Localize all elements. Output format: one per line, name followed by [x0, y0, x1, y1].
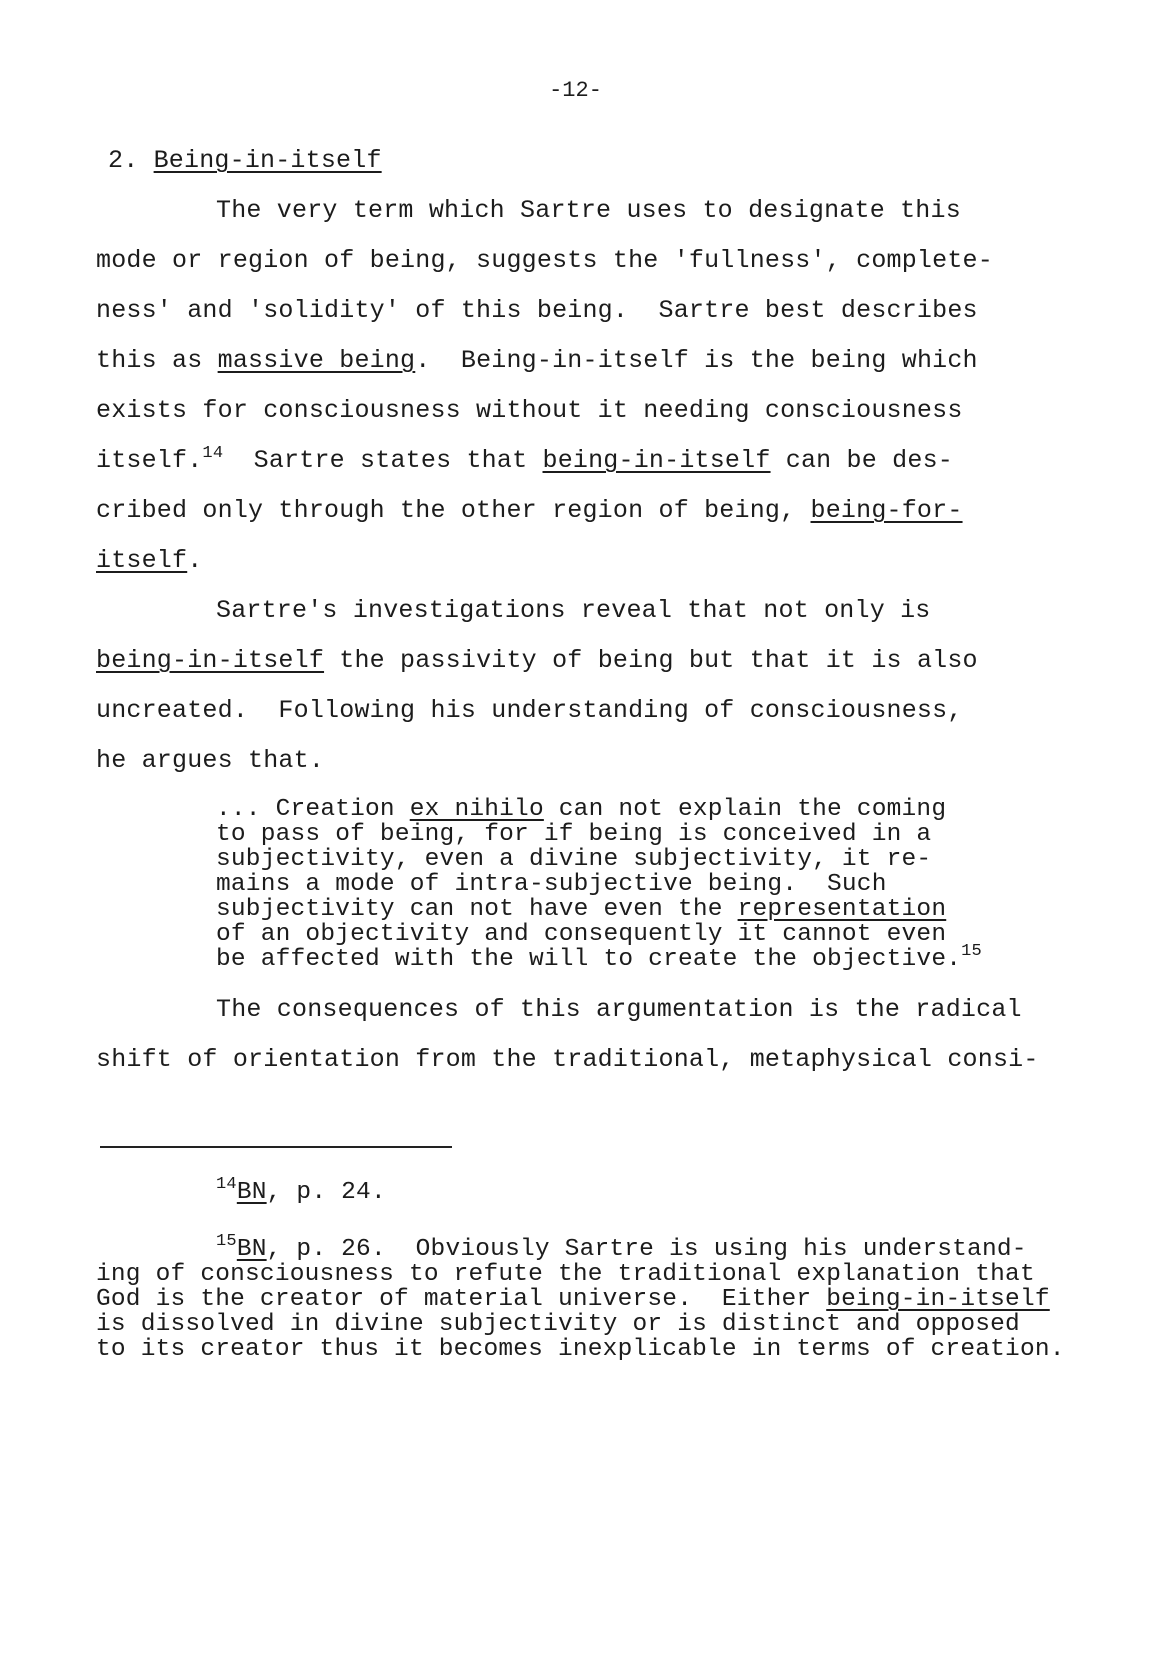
quote-line: of an objectivity and consequently it cannot even [216, 921, 947, 948]
footnote-line: to its creator thus it becomes inexplicable in terms of creation. [96, 1336, 1065, 1363]
text-span: ... Creation [216, 796, 410, 823]
footnote-line: is dissolved in divine subjectivity or is distinct and opposed [96, 1311, 1020, 1338]
paragraph-line [96, 446, 953, 476]
text-span: subjectivity can not have even the [216, 896, 738, 923]
quote-line: to pass of being, for if being is conceived in a [216, 821, 932, 848]
section-number: 2. [108, 146, 139, 175]
quote-line: mains a mode of intra-subjective being. Such [216, 871, 887, 898]
paragraph-line: ness' and 'solidity' of this being. Sartre best describes [96, 296, 978, 325]
emphasis-ex-nihilo: ex nihilo [409, 796, 544, 823]
footnote-14 [216, 1175, 386, 1208]
text-span: Sartre states that [223, 446, 543, 475]
paragraph-line: uncreated. Following his understanding of consciousness, [96, 696, 963, 725]
text-span: . [187, 546, 203, 575]
quote-line [216, 797, 946, 823]
quote-line: subjectivity, even a divine subjectivity, it re- [216, 846, 932, 873]
footnote-ref-15: 15 [961, 942, 982, 961]
paragraph-line: he argues that. [96, 746, 325, 775]
section-heading [108, 146, 382, 176]
footnote-source: BN [236, 1179, 267, 1206]
footnote-marker: 14 [216, 1175, 237, 1194]
text-span: the passivity of being but that it is also [324, 646, 978, 675]
footnote-ref-14: 14 [202, 444, 224, 463]
quote-line [216, 942, 982, 973]
text-span: can not explain the coming [543, 796, 947, 823]
text-span: this as [96, 346, 218, 375]
emphasis-being-for-itself-cont: itself [96, 546, 188, 575]
text-span: , p. 24. [266, 1179, 386, 1206]
paragraph-line: The very term which Sartre uses to designate this [216, 196, 961, 225]
emphasis-being-for-itself: being-for- [810, 496, 963, 525]
paragraph-line: shift of orientation from the traditional, metaphysical consi- [96, 1045, 1039, 1074]
paragraph-line: exists for consciousness without it needing consciousness [96, 396, 963, 425]
paragraph-line: Sartre's investigations reveal that not only is [216, 596, 931, 625]
quote-line [216, 897, 946, 923]
text-span: . Being-in-itself is the being which [415, 346, 978, 375]
text-span: can be des- [770, 446, 953, 475]
emphasis-being-in-itself: being-in-itself [96, 646, 325, 675]
emphasis-being-in-itself: being-in-itself [826, 1286, 1050, 1313]
text-span: cribed only through the other region of being, [96, 496, 811, 525]
footnote-divider [100, 1146, 452, 1148]
footnote-marker: 15 [216, 1232, 237, 1251]
paragraph-line [96, 346, 978, 376]
section-title: Being-in-itself [153, 146, 382, 175]
paragraph-line [96, 496, 963, 526]
text-span: God is the creator of material universe. Either [96, 1286, 827, 1313]
paragraph-line: mode or region of being, suggests the 'fullness', complete- [96, 246, 993, 275]
footnote-line [96, 1287, 1050, 1313]
text-span: , p. 26. Obviously Sartre is using his understand- [266, 1236, 1027, 1263]
emphasis-being-in-itself: being-in-itself [542, 446, 771, 475]
text-span: itself. [96, 446, 203, 475]
footnote-source: BN [236, 1236, 267, 1263]
paragraph-line [96, 546, 202, 576]
text-span: be affected with the will to create the objective. [216, 946, 962, 973]
paragraph-line: The consequences of this argumentation is the radical [216, 995, 1022, 1024]
emphasis-representation: representation [737, 896, 947, 923]
footnote-line: ing of consciousness to refute the traditional explanation that [96, 1261, 1035, 1288]
paragraph-line [96, 646, 978, 676]
page-number: -12- [549, 78, 602, 103]
emphasis-massive-being: massive being [217, 346, 416, 375]
